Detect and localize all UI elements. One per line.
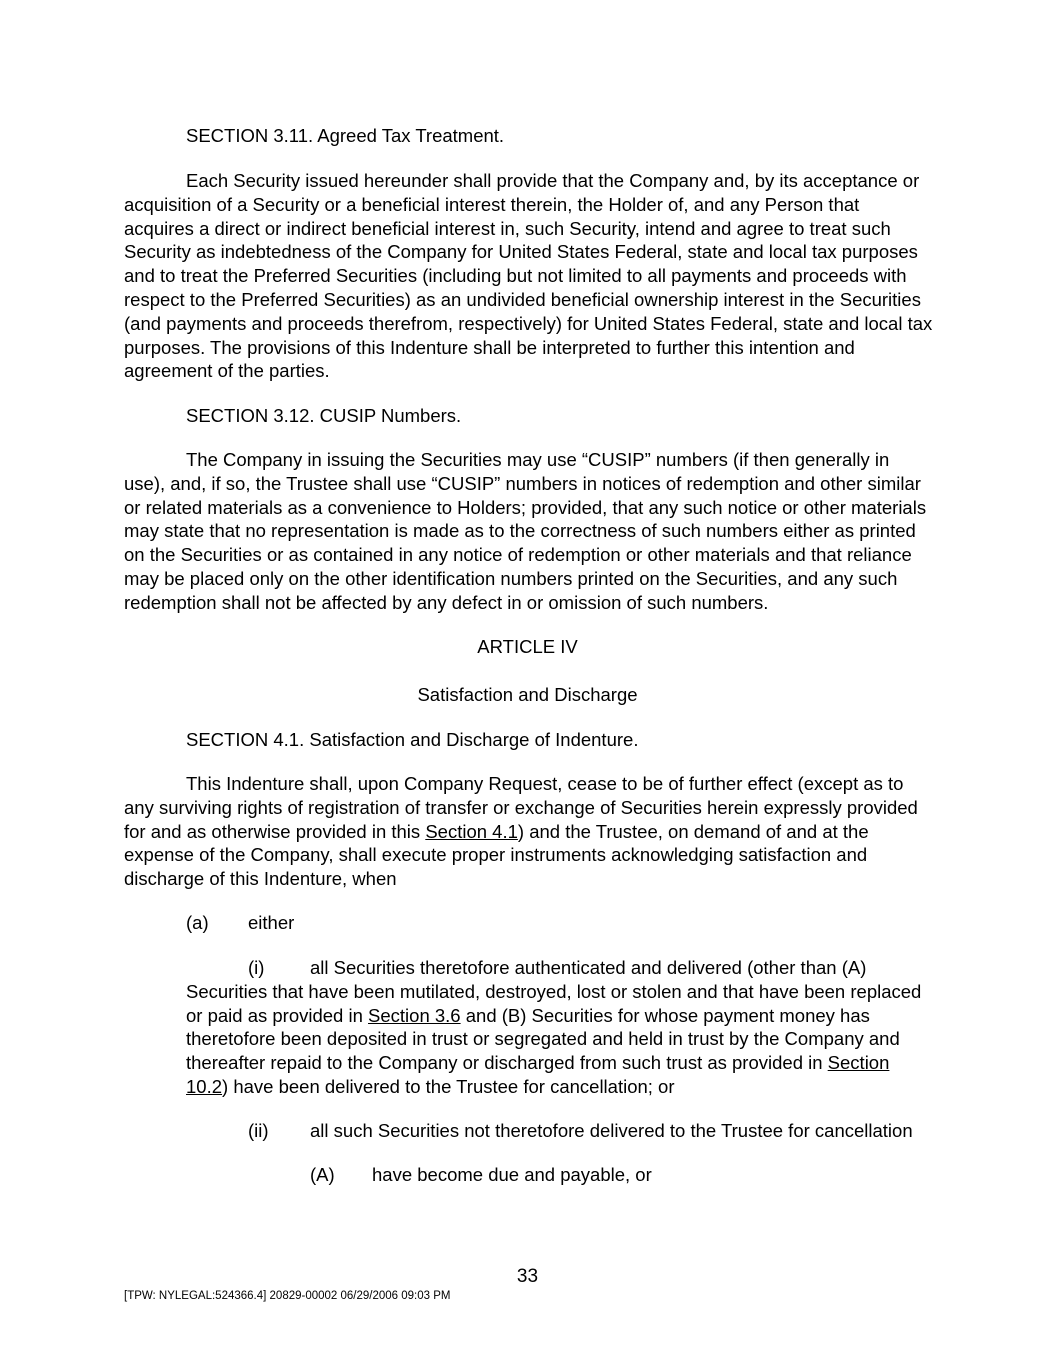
clause-i-text-2: and (B) Securities for whose payment money has theretofore been deposited in trust or segregated and held in trust by the Company and thereafter repaid to the Company or discharged from such trust as provided in <box>186 1004 900 1074</box>
page-number: 33 <box>516 1266 539 1287</box>
clause-ii-label: (ii) <box>248 1120 269 1141</box>
clause-i-text-3: ) have been delivered to the Trustee for cancellation; or <box>222 1075 675 1097</box>
clause-ii <box>248 1119 913 1143</box>
section-4-1-body <box>124 772 934 891</box>
article-title: ARTICLE IV <box>477 636 578 657</box>
section-3-6-reference: Section 3.6 <box>368 1004 461 1026</box>
section-4-1-heading: SECTION 4.1. Satisfaction and Discharge of Indenture. <box>186 729 639 750</box>
section-3-11-body: Each Security issued hereunder shall provide that the Company and, by its acceptance or acquisition of a Security or a beneficial interest therein, the Holder of, and any Person that acquires a direct or indirect beneficial interest in, such Security, intend and agree to treat such Security as indebtedness of the Company for United States Federal, state and local tax purposes and to treat the Preferred Securities (including but not limited to all payments and proceeds with respect to the Preferred Securities) as an undivided beneficial ownership interest in the Securities (and payments and proceeds therefrom, respectively) for United States Federal, state and local tax purposes. The provisions of this Indenture shall be interpreted to further this intention and agreement of the parties. <box>124 170 933 382</box>
section-3-11-heading: SECTION 3.11. Agreed Tax Treatment. <box>186 125 505 146</box>
section-4-1-text-2: ) and the Trustee, on demand of and at the expense of the Company, shall execute proper instruments acknowledging satisfaction and discharge of this Indenture, when <box>124 820 869 890</box>
clause-A-text: have become due and payable, or <box>372 1164 652 1185</box>
clause-ii-text: all such Securities not theretofore delivered to the Trustee for cancellation <box>310 1120 913 1141</box>
section-3-12-body: The Company in issuing the Securities may use “CUSIP” numbers (if then generally in use), and, if so, the Trustee shall use “CUSIP” numbers in notices of redemption and other similar or related materials as a convenience to Holders; provided, that any such notice or other materials may state that no representation is made as to the correctness of such numbers either as printed on the Securities or as contained in any notice of redemption or other materials and that reliance may be placed only on the other identification numbers printed on the Securities, and any such redemption shall not be affected by any defect in or omission of such numbers. <box>124 449 927 613</box>
clause-a-label: (a) <box>186 912 209 933</box>
clause-A <box>310 1163 652 1187</box>
clause-i <box>186 956 936 1099</box>
section-4-1-reference: Section 4.1 <box>425 820 518 842</box>
clause-A-label: (A) <box>310 1164 335 1185</box>
article-subtitle: Satisfaction and Discharge <box>417 684 638 705</box>
clause-a <box>186 911 294 935</box>
section-3-12-heading: SECTION 3.12. CUSIP Numbers. <box>186 405 462 426</box>
clause-a-text: either <box>248 912 295 933</box>
clause-i-label: (i) <box>248 957 265 978</box>
clause-i-text-1: all Securities theretofore authenticated and delivered (other than (A) Securities that have been mutilated, destroyed, lost or stolen and that have been replaced or paid as provided in <box>186 957 922 1026</box>
document-footer: [TPW: NYLEGAL:524366.4] 20829-00002 06/29/2006 09:03 PM <box>124 1290 451 1302</box>
section-4-1-text-1: This Indenture shall, upon Company Request, cease to be of further effect (except as to any surviving rights of registration of transfer or exchange of Securities herein expressly provided for and as otherwise provided in this <box>124 773 918 842</box>
section-10-2-reference: Section 10.2 <box>186 1052 890 1097</box>
